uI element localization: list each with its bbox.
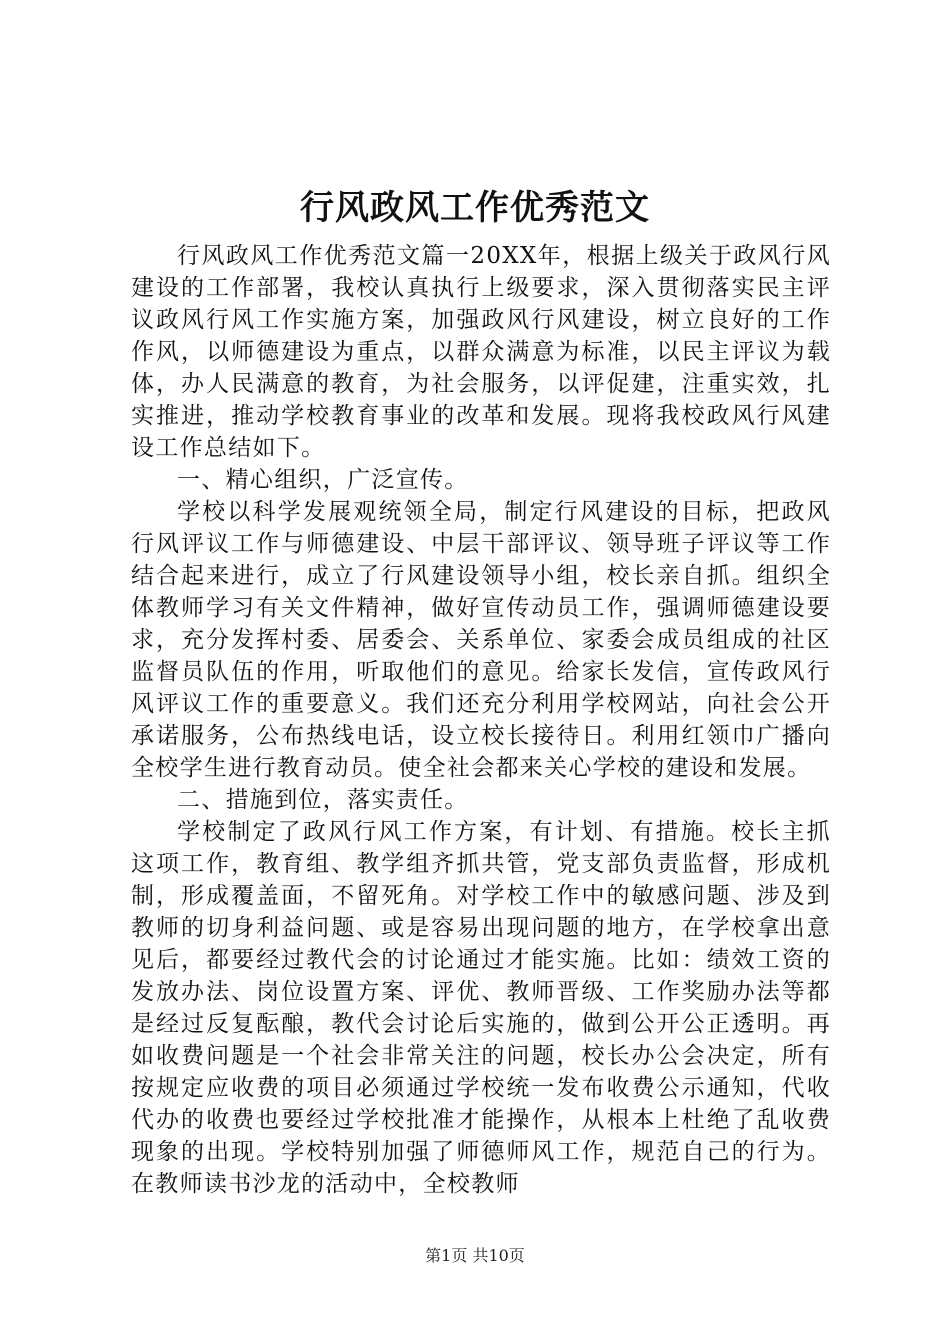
paragraph-section-2: 学校制定了政风行风工作方案，有计划、有措施。校长主抓这项工作，教育组、教学组齐抓共管，党支部负责监督，形成机制，形成覆盖面，不留死角。对学校工作中的敏感问题、涉及到教师的切身利益问题、或是容易出现问题的地方，在学校拿出意见后，都要经过教代会的讨论通过才能实施。比如：绩效工资的发放办法、岗位设置方案、评优、教师晋级、工作奖励办法等都是经过反复酝酿，教代会讨论后实施的，做到公开公正透明。再如收费问题是一个社会非常关注的问题，校长办公会决定，所有按规定应收费的项目必须通过学校统一发布收费公示通知，代收代办的收费也要经过学校批准才能操作，从根本上杜绝了乱收费现象的出现。学校特别加强了师德师风工作，规范自己的行为。在教师读书沙龙的活动中，全校教师 (131, 819, 831, 1197)
section-heading-1: 一、精心组织，广泛宣传。 (177, 467, 469, 493)
paragraph-section-1: 学校以科学发展观统领全局，制定行风建设的目标，把政风行风评议工作与师德建设、中层干部评议、领导班子评议等工作结合起来进行，成立了行风建设领导小组，校长亲自抓。组织全体教师学习有关文件精神，做好宣传动员工作，强调师德建设要求，充分发挥村委、居委会、关系单位、家委会成员组成的社区监督员队伍的作用，听取他们的意见。给家长发信，宣传政风行风评议工作的重要意义。我们还充分利用学校网站，向社会公开承诺服务，公布热线电话，设立校长接待日。利用红领巾广播向全校学生进行教育动员。使全社会都来关心学校的建设和发展。 (131, 499, 831, 781)
section-heading-2: 二、措施到位，落实责任。 (177, 787, 469, 813)
document-body (131, 240, 831, 1200)
paragraph-intro: 行风政风工作优秀范文篇一20XX年，根据上级关于政风行风建设的工作部署，我校认真执行上级要求，深入贯彻落实民主评议政风行风工作实施方案，加强政风行风建设，树立良好的工作作风，以师德建设为重点，以群众满意为标准，以民主评议为载体，办人民满意的教育，为社会服务，以评促建，注重实效，扎实推进，推动学校教育事业的改革和发展。现将我校政风行风建设工作总结如下。 (131, 243, 831, 461)
page-number-footer: 第1页 共10页 (425, 1246, 525, 1265)
document-title: 行风政风工作优秀范文 (300, 188, 650, 228)
